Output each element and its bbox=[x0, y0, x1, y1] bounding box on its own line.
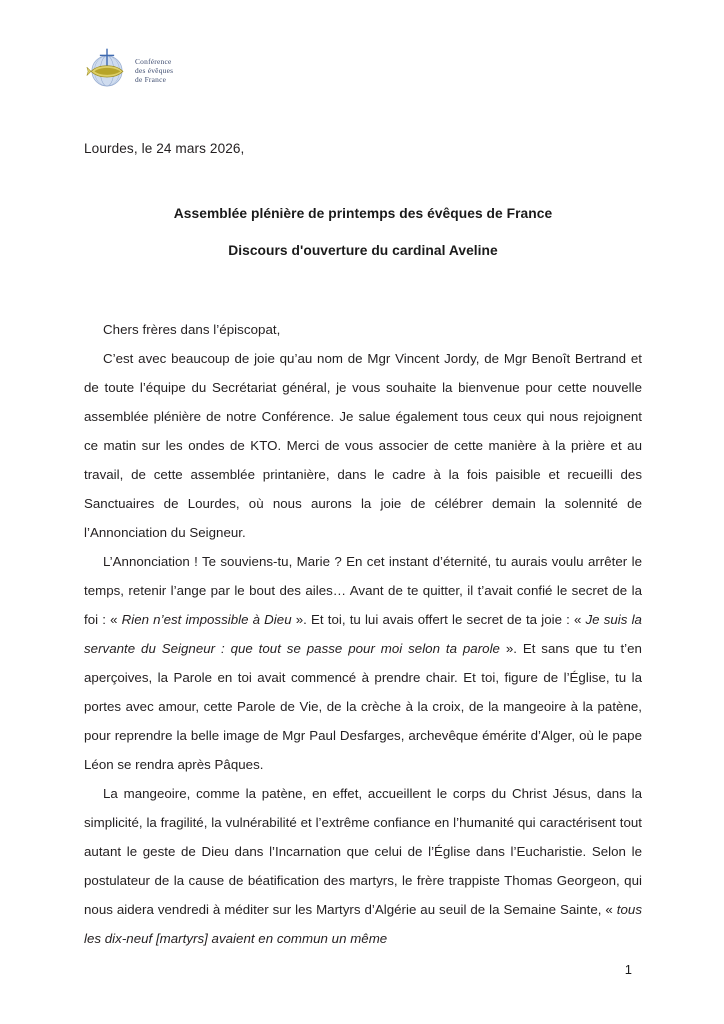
salutation: Chers frères dans l’épiscopat, bbox=[103, 322, 281, 337]
document-body bbox=[84, 315, 642, 953]
letterhead-wordmark bbox=[135, 52, 173, 85]
title-block bbox=[84, 206, 642, 258]
cef-globe-cross-fish-logo-icon bbox=[86, 47, 128, 89]
paragraph-annonciation: L’Annonciation ! Te souviens-tu, Marie ? En cet instant d’éternité, tu aurais voulu arrêter le temps, retenir l’ange par le bout des ailes… Avant de te quitter, il t’avait confié le secret de la foi : « Rien n’est impossible à Dieu ». Et toi, tu lui avais offert le secret de ta joie : « Je suis la servante du Seigneur : que tout se passe pour moi selon ta parole ». Et sans que tu t’en aperçoives, la Parole en toi avait commencé à prendre chair. Et toi, figure de l’Église, tu la portes avec amour, cette Parole de Vie, de la crèche à la croix, de la mangeoire à la patène, pour reprendre la belle image de Mgr Paul Desfarges, archevêque émérite d’Alger, où le pape Léon se rendra après Pâques. bbox=[84, 554, 642, 772]
wordmark-line-1: Conférence bbox=[135, 56, 172, 66]
paragraph-mangeoire: La mangeoire, comme la patène, en effet, accueillent le corps du Christ Jésus, dans la simplicité, la fragilité, la vulnérabilité et l’extrême confiance en l’humanité qui caractérisent tout autant le geste de Dieu dans l’Incarnation que celui de l’Église dans l’Eucharistie. Selon le postulateur de la cause de béatification des martyrs, le frère trappiste Thomas Georgeon, qui nous aidera vendredi à méditer sur les Martyrs d’Algérie au seuil de la Semaine Sainte, « tous les dix-neuf [martyrs] avaient en commun un même bbox=[84, 786, 642, 946]
wordmark-line-2: des évêques bbox=[135, 65, 174, 75]
wordmark-line-3: de France bbox=[135, 75, 167, 85]
page-title: Assemblée plénière de printemps des évêques de France bbox=[173, 206, 553, 221]
date-line: Lourdes, le 24 mars 2026, bbox=[84, 141, 245, 156]
paragraph-welcome: C’est avec beaucoup de joie qu’au nom de Mgr Vincent Jordy, de Mgr Benoît Bertrand et de toute l’équipe du Secrétariat général, je vous souhaite la bienvenue pour cette nouvelle assemblée plénière de notre Conférence. Je salue également tous ceux qui nous rejoignent ce matin sur les ondes de KTO. Merci de vous associer de cette manière à la prière et au travail, de cette assemblée printanière, dans le cadre à la fois paisible et recueilli des Sanctuaires de Lourdes, où nous aurons la joie de célébrer demain la solennité de l’Annonciation du Seigneur. bbox=[84, 351, 642, 540]
letterhead bbox=[86, 47, 173, 89]
page-subtitle: Discours d'ouverture du cardinal Aveline bbox=[228, 243, 498, 258]
page-number: 1 bbox=[624, 962, 632, 977]
